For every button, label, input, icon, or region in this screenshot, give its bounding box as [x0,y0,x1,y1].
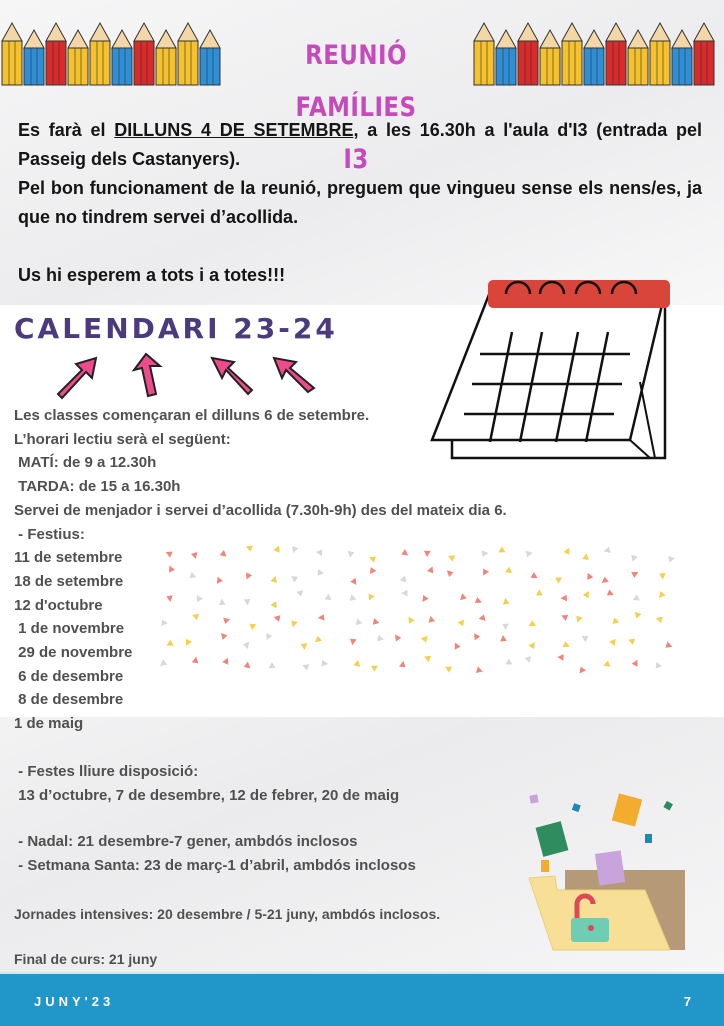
pencils-right-illustration [472,5,724,90]
confetti-piece [422,595,429,603]
confetti-piece [302,664,310,671]
confetti-piece [563,548,569,555]
confetti-piece [295,588,303,597]
pencil-icon [134,23,154,85]
pencil-icon [518,23,538,85]
confetti-piece [448,555,456,562]
footer-date: JUNY'23 [34,994,115,1009]
text: Es farà el [18,120,115,140]
pencil-icon [156,30,176,85]
confetti-piece [315,636,323,645]
confetti-piece [190,657,198,666]
confetti-piece [369,663,378,672]
confetti-piece [271,600,280,609]
confetti-piece [581,553,589,562]
confetti-piece [221,615,230,624]
confetti-piece [603,661,612,670]
confetti-piece [583,591,589,598]
confetti-piece [557,654,566,662]
confetti-piece [350,637,358,646]
arrow-icon [58,358,96,398]
free-days-heading: - Festes lliure disposició: [14,763,199,780]
confetti-piece [246,546,254,553]
pencil-icon [178,23,198,85]
confetti-piece [405,617,414,626]
confetti-piece [292,545,299,553]
confetti-piece [629,569,638,578]
confetti-piece [458,593,467,602]
pencil-icon [562,23,582,85]
confetti-piece [166,593,175,602]
confetti-piece [398,661,406,670]
confetti-piece [483,569,489,576]
christmas-holidays: - Nadal: 21 desembre-7 gener, ambdós inclosos [14,833,358,851]
confetti-piece [529,620,538,629]
confetti-piece [633,594,642,603]
confetti-piece [166,565,175,574]
confetti-piece [349,594,357,601]
calendar-line: TARDA: de 15 a 16.30h [14,478,181,496]
intro-paragraph-3: Us hi esperem a tots i a totes!!! [18,265,286,285]
confetti-piece [451,643,460,652]
pencil-icon [694,23,714,85]
confetti-piece [604,547,613,556]
confetti-piece [371,617,379,625]
pencil-icon [628,30,648,85]
calendar-line: Les classes començaran el dilluns 6 de setembre. [14,407,370,424]
pencil-icon [2,23,22,85]
calendar-line: 1 de novembre [14,620,125,638]
pencil-icon [672,30,692,85]
confetti-piece [581,636,588,642]
pencils-left-illustration [0,5,240,90]
confetti-piece [445,570,453,578]
calendar-line: L’horari lectiu serà el següent: [14,430,231,448]
calendar-line: MATÍ: de 9 a 12.30h [14,454,157,472]
confetti-piece [555,575,563,584]
confetti-piece [502,621,511,630]
intensive-days: Jornades intensives: 20 desembre / 5-21 juny, ambdós inclosos. [14,906,441,922]
confetti-piece [346,551,354,558]
confetti-piece [354,617,362,625]
confetti-piece [392,634,401,643]
arrow-icon [274,358,314,392]
confetti-piece [166,552,173,558]
end-of-course: Final de curs: 21 juny [14,951,158,967]
confetti-piece [498,547,507,556]
confetti-piece [268,662,277,671]
confetti-piece [666,553,675,562]
confetti-piece [500,598,509,607]
confetti-piece [273,546,280,553]
pencil-icon [112,30,132,85]
title-line-2: I3 [343,144,369,175]
confetti-piece [400,576,409,585]
calendar-line: - Festius: [14,525,85,543]
text: , a les 16.30h a l'aula d'I3 (entrada pel Passeig dels Castanyers). [18,120,702,169]
holidays-section [14,760,416,878]
confetti-piece [160,659,168,668]
confetti-piece [243,640,252,649]
confetti-piece [631,660,637,667]
calendar-line: 18 de setembre [14,572,124,590]
confetti-piece [244,596,253,605]
confetti-piece [325,593,333,600]
confetti-piece [369,593,375,600]
intro-paragraph-1 [18,116,702,174]
confetti-piece [167,640,176,649]
calendar-line: 1 de maig [14,715,84,733]
confetti-piece [505,659,514,668]
confetti-piece [291,619,298,627]
confetti-piece [633,612,642,620]
confetti-piece [220,549,228,556]
confetti-piece [528,642,535,649]
confetti-piece [369,556,377,563]
title-line-1: REUNIÓ FAMÍLIES [295,40,417,123]
arrow-icon [212,358,252,394]
confetti-piece [606,589,613,595]
pencil-icon [474,23,494,85]
confetti-piece [631,554,638,562]
confetti-piece [246,572,252,579]
calendar-title: CALENDARI 23-24 [14,312,338,345]
confetti-piece [659,570,668,579]
confetti-piece [474,597,481,603]
free-days-dates: 13 d’octubre, 7 de desembre, 12 de febrer, 20 de maig [14,786,400,804]
confetti-piece [244,661,252,668]
confetti-piece [191,550,200,559]
confetti-piece [665,641,673,648]
confetti-piece [426,616,435,625]
confetti-piece [420,635,427,643]
confetti-piece [654,661,663,669]
pencil-icon [540,30,560,85]
pencil-icon [24,30,44,85]
calendar-line: 11 de setembre [14,549,123,567]
calendar-line: 29 de novembre [14,644,133,662]
page-number: 7 [683,994,691,1009]
calendar-line: 8 de desembre [14,691,124,709]
confetti-piece [316,549,325,557]
confetti-piece [354,659,362,667]
footer-bar [0,972,724,1026]
confetti-piece [401,549,409,556]
confetti-piece [479,614,488,623]
confetti-piece [475,666,483,673]
confetti-piece [274,615,282,623]
easter-holidays: - Setmana Santa: 23 de març-1 d’abril, ambdós inclosos [14,857,416,875]
confetti-piece [401,590,410,599]
confetti-piece [186,639,192,646]
confetti-piece [561,595,570,604]
confetti-piece [161,619,168,627]
confetti-piece [445,667,452,673]
pencil-icon [200,30,220,85]
confetti-decoration [160,545,690,675]
confetti-piece [424,548,433,557]
confetti-piece [270,576,277,584]
confetti-piece [602,577,610,586]
confetti-piece [222,658,228,665]
pencil-icon [90,23,110,85]
confetti-piece [562,641,569,647]
calendar-line: 12 d'octubre [14,596,103,614]
confetti-piece [376,634,384,642]
confetti-piece [350,576,359,585]
confetti-piece [457,618,464,626]
confetti-piece [612,618,620,627]
meeting-date: DILLUNS 4 DE SETEMBRE [114,120,354,140]
confetti-piece [192,614,200,621]
pencil-icon [46,23,66,85]
arrow-icon [134,354,160,396]
confetti-piece [318,614,327,623]
confetti-piece [576,615,583,623]
confetti-piece [424,656,431,663]
confetti-piece [584,573,593,582]
pencil-icon [496,30,516,85]
confetti-piece [427,566,434,573]
intro-paragraph-2: Pel bon funcionament de la reunió, preguem que vingueu sense els nens/es, ja que no tindrem servei d’acollida. [18,178,702,227]
confetti-piece [659,591,666,599]
confetti-piece [291,576,298,583]
calendar-line: Servei de menjador i servei d’acollida (7.30h-9h) des del mateix dia 6. [14,501,507,519]
confetti-piece [266,633,272,640]
confetti-piece [498,635,507,644]
confetti-piece [525,654,534,663]
confetti-piece [214,577,223,586]
calendar-line: 6 de desembre [14,667,124,685]
confetti-piece [561,615,568,621]
folder-illustration [525,790,695,960]
confetti-piece [471,633,480,642]
intro-text [18,116,702,290]
confetti-piece [580,667,587,675]
confetti-piece [319,658,328,666]
confetti-piece [189,571,196,578]
pencil-icon [584,30,604,85]
pencil-icon [68,30,88,85]
confetti-piece [656,617,664,624]
confetti-piece [194,594,203,602]
pencil-icon [650,23,670,85]
confetti-piece [479,548,488,557]
confetti-piece [301,641,310,650]
confetti-piece [505,567,514,576]
confetti-piece [219,633,228,641]
confetti-piece [534,589,543,598]
arrows-decoration [50,350,330,402]
confetti-piece [370,567,377,575]
pencil-icon [606,23,626,85]
confetti-piece [609,637,618,646]
confetti-piece [531,572,538,578]
confetti-piece [316,568,325,576]
confetti-piece [217,599,226,608]
confetti-piece [523,548,532,557]
confetti-piece [628,638,636,645]
confetti-piece [250,622,258,631]
